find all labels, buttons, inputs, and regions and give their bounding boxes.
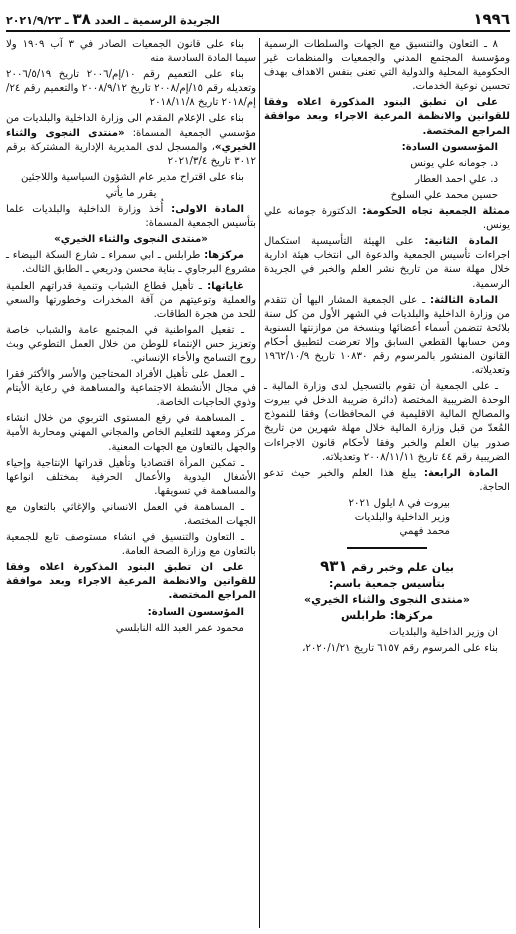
goals-1-text: ـ تأهيل قطاع الشباب وتنمية قدراتهم العلمية والعملية وتوعيتهم من آفة المخدرات وخطورتها والسعي للحد من هجرة الطاقات. (6, 280, 256, 320)
headquarters-label: مركزها: (204, 250, 244, 262)
founder-2: د. علي احمد العطار (414, 173, 498, 185)
signature-name: محمد فهمي (399, 526, 450, 538)
founders-title: المؤسسون السادة: (401, 141, 498, 153)
goals-4: ـ المساهمة في رفع المستوى التربوي من خلال انشاء مركز ومعهد للتعليم الخاص والمجاني المهني ومحاربة الأمية والجهل بالتعاون مع الجهات المعنية. (6, 413, 256, 453)
legal-basis-3 (6, 112, 256, 168)
association-name: «منتدى النجوى والثناء الخيري» (54, 234, 208, 246)
signature-title: وزير الداخلية والبلديات (354, 512, 450, 523)
notice-number: ٩٣١ (320, 557, 348, 576)
representative (264, 205, 510, 233)
legal-basis-2: بناء على التعميم رقم ١٠/إم/٢٠٠٦ تاريخ ٢٠٠٦/٥/١٩ وتعديله رقم ١٥/إم/٢٠٠٨ تاريخ ٢٠٠٨/٩/١٢ والتعميم رقم ٢٤/إم/٢٠١٨ تاريخ ٢٠١٨/١١/٨ (6, 69, 257, 109)
left-founders-title: المؤسسون السادة: (147, 606, 244, 618)
article-4-label: المادة الرابعة: (423, 467, 498, 479)
goals-7: ـ التعاون والتنسيق في انشاء مستوصف تابع للجمعية بالتعاون مع وزارة الصحة العامة. (6, 532, 256, 558)
goals-6: ـ المساهمة في العمل الانساني والإغاثي بالتعاون مع الجهات المختصة. (6, 501, 256, 527)
legal-basis-3c: ، والمسجل لدى المديرية الإدارية المشتركة برقم ٣٠١٢ تاريخ ٢٠٢١/٣/٤ (6, 141, 256, 167)
article-3 (264, 294, 510, 379)
legal-basis-3a: بناء على الإعلام المقدم الى وزارة الداخلية والبلديات من مؤسسي الجمعية المسماة: (6, 113, 256, 139)
founder-3: حسين محمد علي السلوخ (390, 189, 498, 201)
right-column (264, 38, 510, 658)
representative-label: ممثلة الجمعية تجاه الحكومة: (362, 206, 510, 218)
notice-subtitle: بتأسيس جمعية باسم: (328, 577, 446, 591)
notice-minister: ان وزير الداخلية والبلديات (389, 626, 498, 638)
article-2-label: المادة الثانية: (424, 236, 498, 248)
legal-basis-4: بناء على اقتراح مدير عام الشؤون السياسية واللاجئين (20, 171, 244, 183)
compliance-clause: على ان تطبق البنود المذكورة اعلاه وفقا للقوانين والانظمة المرعية الاجراء وبعد موافقة المراجع المختصة. (264, 97, 510, 137)
closing-clause: على ان تطبق البنود المذكورة اعلاه وفقا للقوانين والانظمة المرعية الاجراء وبعد موافقة المراجع المختصة. (6, 562, 256, 602)
signature-block (264, 497, 450, 539)
article-1-text: أُخذ وزارة الداخلية والبلديات علما بتأسيس الجمعية المسماة: (6, 204, 256, 230)
article-4-text: يبلغ هذا العلم والخبر حيث تدعو الحاجة. (264, 467, 510, 493)
goals-1 (6, 280, 256, 322)
goals-2: ـ تفعيل المواطنية في المجتمع عامة والشباب خاصة وتعزيز حس الإنتماء للوطن من خلال العمل التطوعي وبث روح التسامح والأخاء الإنساني. (6, 324, 256, 364)
legal-basis-1: بناء على قانون الجمعيات الصادر في ٣ آب ١٩٠٩ ولا سيما المادة السادسة منه (6, 39, 256, 65)
association-name-inline: «منتدى النجوى والثناء الخيري» (6, 127, 256, 153)
article-2-text: على الهيئة التأسيسية استكمال اجراءات تأسيس الجمعية والدعوة الى انتخاب هيئة ادارية خلال مهلة سنة من تاريخ نشر العلم والخبر في الجريدة الرسمية. (264, 236, 510, 290)
headquarters-text: طرابلس ـ ابي سمراء ـ شارع السكة البيضاء ـ مشروع البرجاوي ـ بناية محسن ودريعي ـ الطابق الثالث. (6, 250, 256, 276)
decides-heading: يقرر ما يأتي (105, 187, 157, 199)
article-4 (264, 467, 510, 495)
article-3-tax: ـ على الجمعية أن تقوم بالتسجيل لدى وزارة المالية ـ الوحدة الضريبية المختصة (دائرة ضريبة الدخل في بيروت والمصالح المالية الاقليمية في المحافظات) وفقا للنموذج المُعدّ من قبل وزارة المالية خلال مهلة شهرين من تاريخ صدور بيان العلم والخبر وفقا لأحكام قانون الاجراءات الضريبية رقم ٤٤ تاريخ ٢٠٠٨/١١/١١ وتعديلاته. (264, 381, 510, 463)
article-1-label: المادة الاولى: (171, 204, 244, 216)
issue-date: ـ ٢٠٢١/٩/٢٣ (6, 14, 69, 27)
section-separator (347, 547, 427, 549)
notice-931 (264, 559, 510, 656)
goals-3: ـ العمل على تأهيل الأفراد المحتاجين والأسر والأكثر فقرا في مجال الأنشطة الاجتماعية والمساهمة في رعاية الأيتام وذوي الحاجيات الخاصة. (6, 369, 256, 409)
gazette-name: الجريدة الرسمية ـ العدد (94, 14, 220, 27)
notice-decree: بناء على المرسوم رقم ٦١٥٧ تاريخ ٢٠٢٠/١/٢١، (302, 642, 498, 654)
notice-association-name: «منتدى النجوى والثناء الخيري» (304, 593, 470, 607)
founder-1: د. جومانه علي يونس (410, 157, 498, 169)
article-3-text: ـ على الجمعية المشار اليها أن تتقدم من وزارة الداخلية والبلديات في الشهر الأول من كل سنة بلائحة تتضمن أسماء أعضائها وبنسخة من موازنتها السنوية ومن حسابها القطعي السابق وإلا تعرضت لتطبيق أحكام القانون المنشور بالمرسوم رقم ١٠٨٣٠ تاريخ ١٩٦٢/١٠/٩ وتعديلاته. (264, 294, 511, 377)
notice-title: بيان علم وخبر رقم (351, 561, 454, 575)
notice-heading (264, 559, 510, 575)
notice-headquarters: مركزها: طرابلس (340, 609, 434, 623)
headquarters (6, 249, 256, 277)
left-founder-1: محمود عمر العبد الله النابلسي (115, 622, 244, 634)
gazette-title (6, 10, 220, 28)
page-header (6, 6, 510, 32)
issue-number: ٣٨ (72, 10, 91, 28)
left-column (6, 38, 256, 638)
goals-5: ـ تمكين المرأة اقتصاديا وتأهيل قدراتها الإنتاجية وإحياء الأشغال اليدوية والأعمال الحرفية بمختلف انواعها والمساهمة في تسويقها. (6, 457, 256, 497)
article-2 (264, 235, 510, 291)
page-number: ١٩٩٦ (473, 10, 510, 28)
representative-name: الدكتورة جومانه علي يونس. (264, 206, 510, 232)
article-3-label: المادة الثالثة: (430, 294, 498, 306)
column-divider (259, 38, 260, 928)
article-1 (6, 203, 256, 231)
signature-place: بيروت في ٨ ايلول ٢٠٢١ (348, 497, 450, 509)
goals-label: غاياتها: (207, 280, 244, 292)
clause-8: ٨ ـ التعاون والتنسيق مع الجهات والسلطات الرسمية ومؤسسة المجتمع المدني والجمعيات والمنظمات غير الحكومية المحلية والدولية التي تعنى بنفس الاهداف بهدف تحسين نوعية الخدمات. (264, 39, 510, 93)
